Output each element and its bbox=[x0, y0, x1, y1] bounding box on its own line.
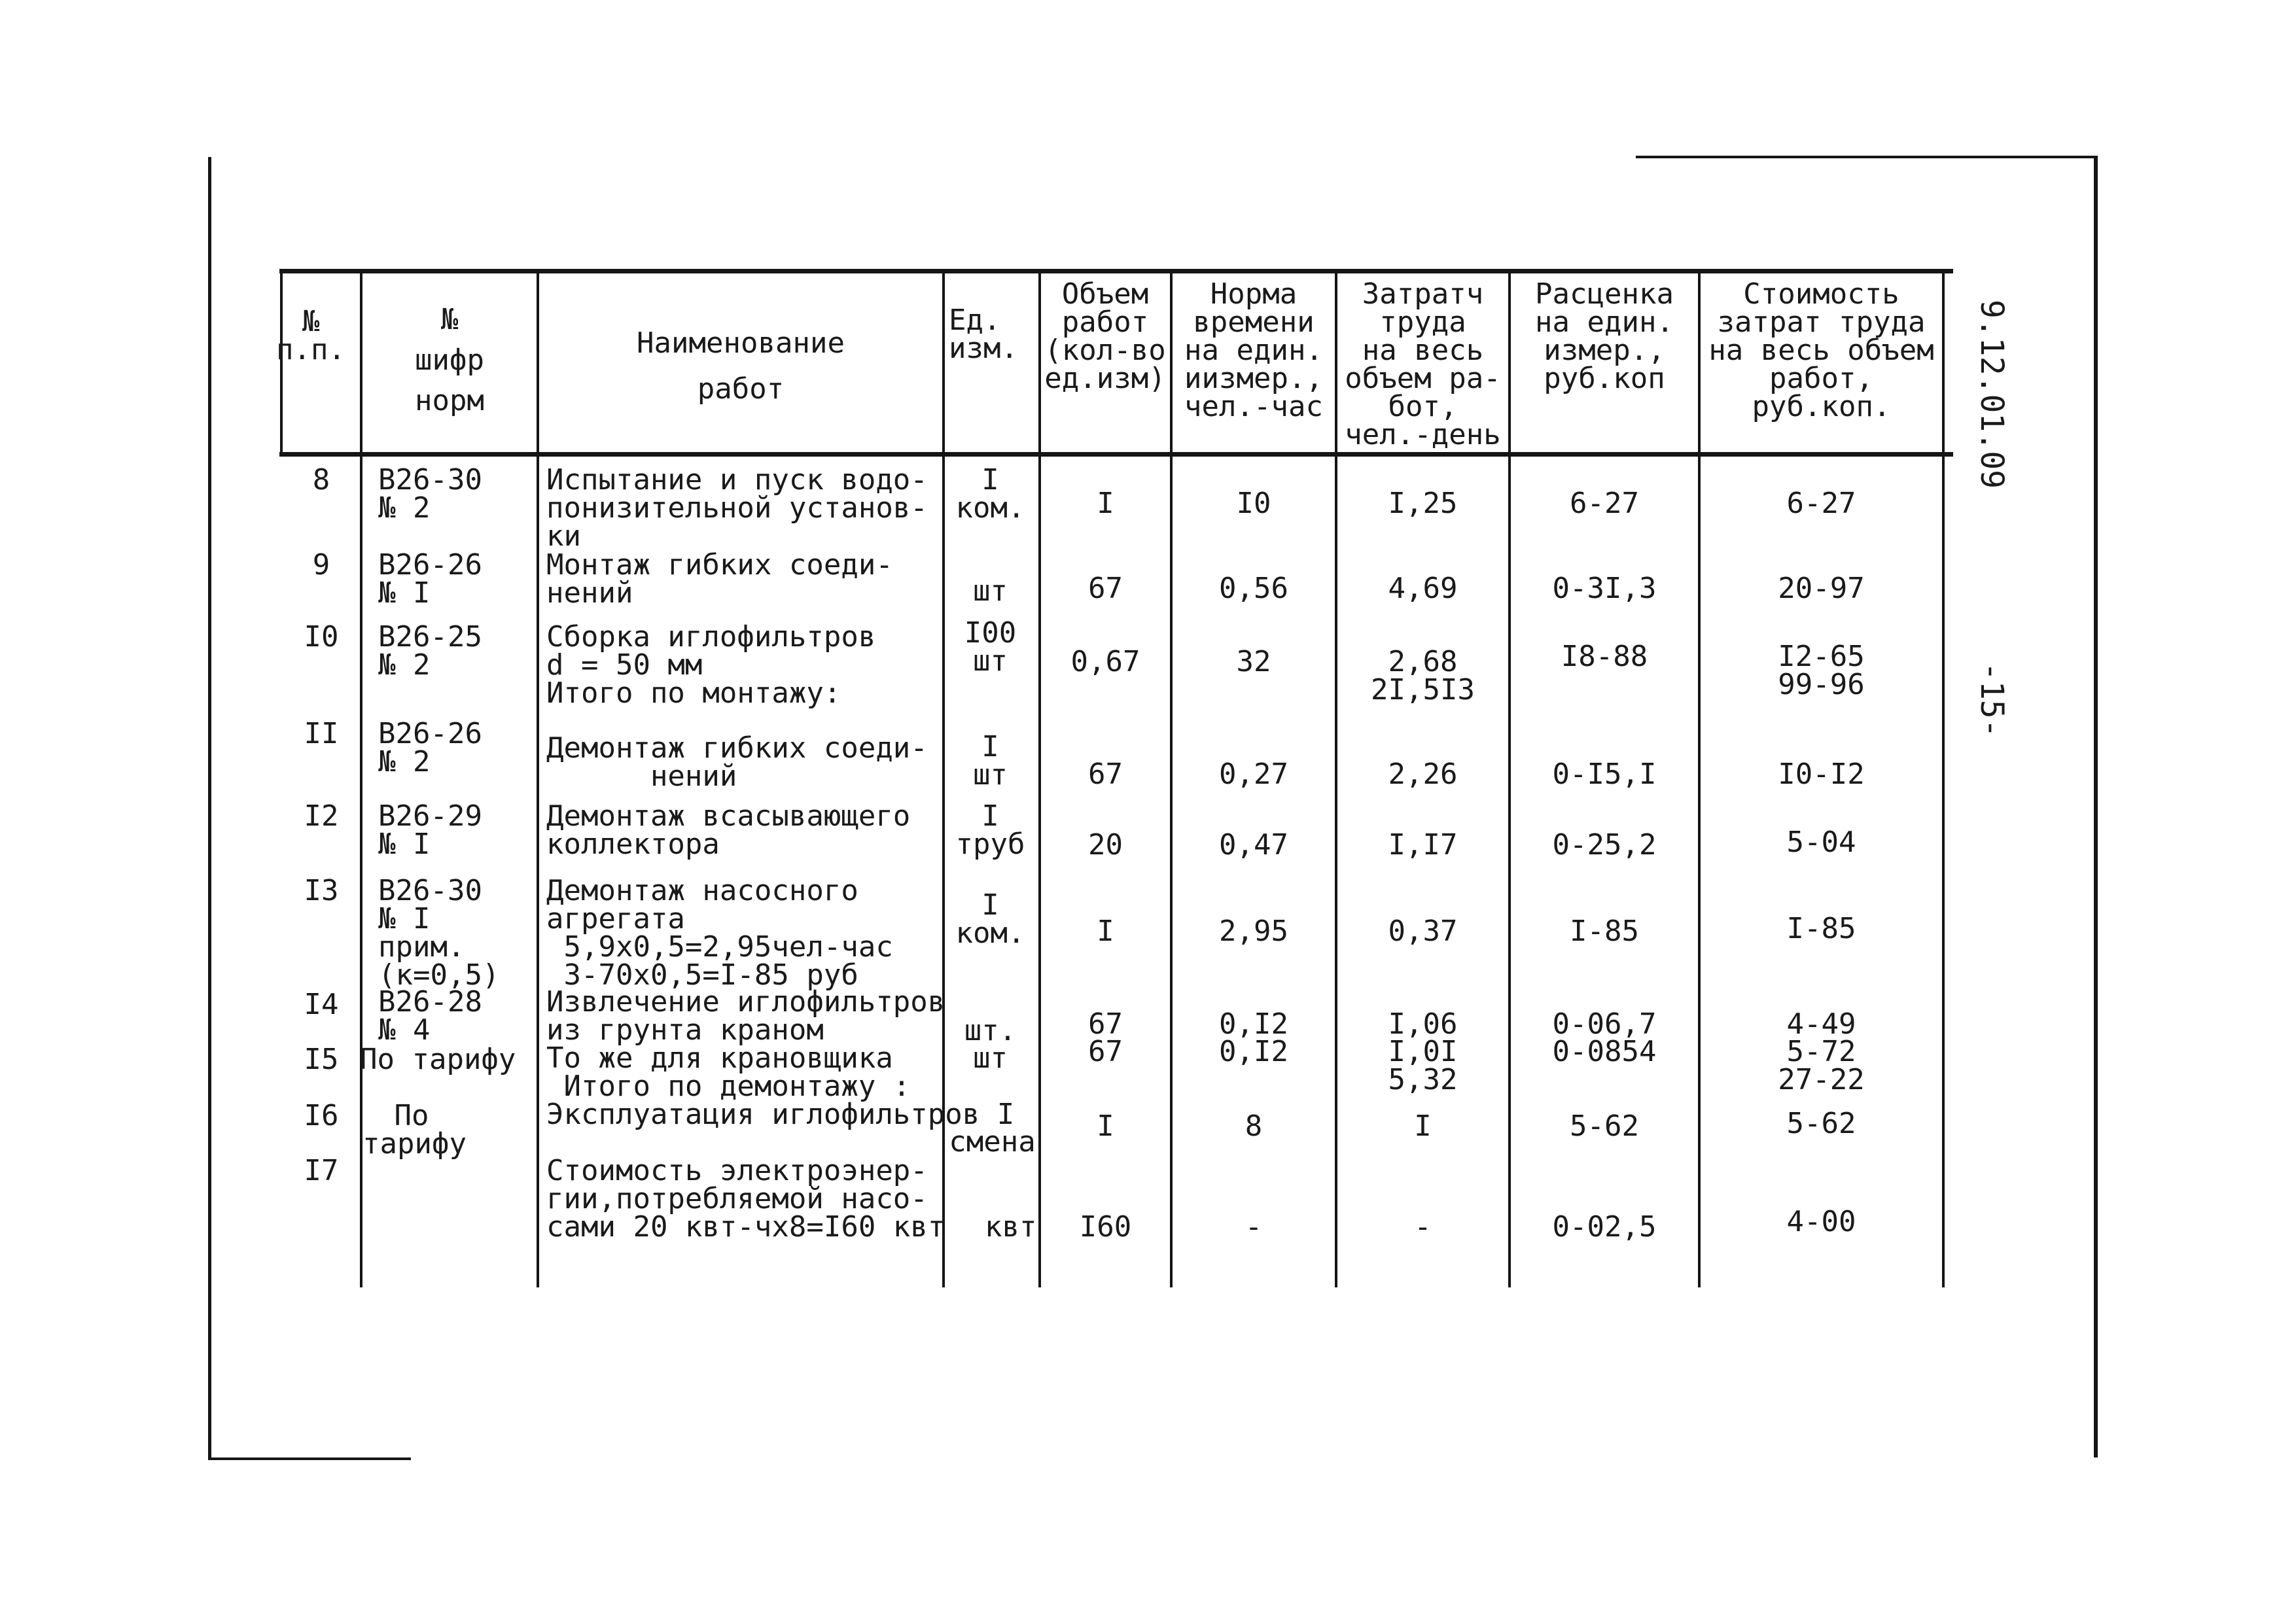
row-8-unit: I ком. bbox=[955, 463, 1025, 525]
row-14-rate: 0-06,7 bbox=[1552, 1007, 1657, 1041]
row-13-name: Демонтаж насосного агрегата 5,9х0,5=2,95чел-час 3-70х0,5=I-85 руб bbox=[546, 874, 893, 992]
row-12-unit: I труб bbox=[955, 799, 1025, 861]
col-rule-9 bbox=[1942, 270, 1945, 1287]
frame-left-line bbox=[208, 157, 211, 1459]
row-16-labor: I bbox=[1414, 1109, 1432, 1143]
row-9-norm: 0,56 bbox=[1219, 572, 1288, 605]
row-12-num: I2 bbox=[304, 799, 339, 833]
row-12-code: В26-29 № I bbox=[378, 799, 482, 861]
row-13-norm: 2,95 bbox=[1219, 915, 1288, 948]
row-10-volume: 0,67 bbox=[1070, 645, 1140, 678]
row-15-norm: 0,I2 bbox=[1219, 1035, 1288, 1068]
row-12-name: Демонтаж всасывающего коллектора bbox=[546, 799, 911, 861]
header-labor: Затратч труда на весь объем ра- бот, чел.-день bbox=[1345, 277, 1501, 451]
row-15-name: То же для крановщика Итого по демонтажу : bbox=[546, 1041, 911, 1103]
header-name: Наименование работ bbox=[637, 326, 845, 406]
row-9-unit: шт bbox=[973, 574, 1008, 608]
row-10-rate: I8-88 bbox=[1561, 640, 1648, 673]
frame-top-line bbox=[1636, 156, 2097, 158]
row-12-norm: 0,47 bbox=[1219, 828, 1288, 862]
row-8-code: В26-30 № 2 bbox=[378, 463, 482, 525]
row-16-code: По тарифу bbox=[362, 1099, 467, 1161]
row-16-volume: I bbox=[1097, 1109, 1114, 1143]
row-9-rate: 0-3I,3 bbox=[1552, 572, 1657, 605]
row-13-num: I3 bbox=[304, 874, 339, 907]
row-8-labor: I,25 bbox=[1388, 487, 1458, 520]
row-11-labor: 2,26 bbox=[1388, 758, 1458, 791]
row-17-name: Стоимость электроэнер- гии,потребляемой насо- сами 20 квт-чх8=I60 квт bbox=[546, 1154, 945, 1244]
row-13-code: В26-30 № I прим. (к=0,5) bbox=[378, 874, 500, 992]
row-11-norm: 0,27 bbox=[1219, 758, 1288, 791]
row-10-num: I0 bbox=[304, 620, 339, 654]
row-10-cost: I2-65 99-96 bbox=[1778, 640, 1865, 701]
row-14-unit: шт. bbox=[964, 1014, 1017, 1047]
row-14-cost: 4-49 bbox=[1786, 1007, 1856, 1041]
header-rate: Расценка на един. измер., руб.коп bbox=[1535, 277, 1674, 395]
header-cost: Стоимость затрат труда на весь объем работ, руб.коп. bbox=[1708, 277, 1934, 423]
row-12-labor: I,I7 bbox=[1388, 828, 1458, 862]
row-10-norm: 32 bbox=[1236, 645, 1271, 678]
row-8-cost: 6-27 bbox=[1786, 487, 1856, 520]
row-10-name: Сборка иглофильтров d = 50 мм Итого по монтажу: bbox=[546, 620, 876, 710]
frame-bottom-line bbox=[208, 1457, 411, 1460]
row-11-name: Демонтаж гибких соеди- нений bbox=[546, 731, 928, 793]
row-10-labor: 2,68 2I,5I3 bbox=[1371, 645, 1475, 707]
row-8-name: Испытание и пуск водо- понизительной установ- ки bbox=[546, 463, 928, 553]
row-9-code: В26-26 № I bbox=[378, 548, 482, 610]
row-12-rate: 0-25,2 bbox=[1552, 828, 1657, 862]
col-rule-2 bbox=[537, 270, 539, 1287]
row-13-labor: 0,37 bbox=[1388, 915, 1458, 948]
row-11-rate: 0-I5,I bbox=[1552, 758, 1657, 791]
row-17-norm: - bbox=[1245, 1210, 1263, 1244]
row-15-labor: I,0I 5,32 bbox=[1388, 1035, 1458, 1096]
row-8-norm: I0 bbox=[1236, 487, 1271, 520]
row-13-rate: I-85 bbox=[1570, 915, 1639, 948]
row-9-volume: 67 bbox=[1088, 572, 1123, 605]
row-17-rate: 0-02,5 bbox=[1552, 1210, 1657, 1244]
table-header-rule bbox=[279, 452, 1953, 457]
row-14-name: Извлечение иглофильтров из грунта краном bbox=[546, 985, 945, 1047]
document-code: 9.12.01.09 bbox=[1973, 300, 2010, 489]
row-9-labor: 4,69 bbox=[1388, 572, 1458, 605]
row-11-num: II bbox=[304, 717, 339, 750]
row-16-unit: смена bbox=[949, 1125, 1036, 1159]
row-13-unit: I ком. bbox=[955, 888, 1025, 950]
row-11-code: В26-26 № 2 bbox=[378, 717, 482, 778]
row-14-code: В26-28 № 4 bbox=[378, 985, 482, 1047]
row-10-code: В26-25 № 2 bbox=[378, 620, 482, 682]
row-13-cost: I-85 bbox=[1786, 912, 1856, 945]
row-8-rate: 6-27 bbox=[1570, 487, 1639, 520]
row-9-cost: 20-97 bbox=[1778, 572, 1865, 605]
row-17-labor: - bbox=[1414, 1210, 1432, 1244]
row-14-volume: 67 bbox=[1088, 1007, 1123, 1041]
row-10-unit: I00 шт bbox=[964, 616, 1017, 678]
row-14-num: I4 bbox=[304, 988, 339, 1021]
row-12-volume: 20 bbox=[1088, 828, 1123, 862]
row-14-norm: 0,I2 bbox=[1219, 1007, 1288, 1041]
row-11-cost: I0-I2 bbox=[1778, 758, 1865, 791]
table-top-rule bbox=[279, 269, 1953, 273]
row-8-volume: I bbox=[1097, 487, 1114, 520]
row-11-unit: I шт bbox=[973, 730, 1008, 792]
row-8-num: 8 bbox=[312, 463, 330, 497]
row-16-norm: 8 bbox=[1245, 1109, 1263, 1143]
row-15-code: По тарифу bbox=[360, 1043, 516, 1076]
header-volume: Объем работ (кол-во ед.изм) bbox=[1044, 277, 1166, 395]
row-15-volume: 67 bbox=[1088, 1035, 1123, 1068]
row-15-unit: шт bbox=[973, 1041, 1008, 1075]
row-9-num: 9 bbox=[312, 548, 330, 582]
row-17-unit: квт bbox=[985, 1210, 1037, 1244]
row-15-cost: 5-72 27-22 bbox=[1778, 1035, 1865, 1096]
row-12-cost: 5-04 bbox=[1786, 826, 1856, 859]
page-number: -15- bbox=[1973, 662, 2010, 738]
row-17-cost: 4-00 bbox=[1786, 1205, 1856, 1238]
row-16-name: Эксплуатация иглофильтров I bbox=[546, 1098, 1015, 1131]
header-norm: Норма времени на един. иизмер., чел.-час bbox=[1184, 277, 1323, 423]
row-16-rate: 5-62 bbox=[1570, 1109, 1639, 1143]
row-16-cost: 5-62 bbox=[1786, 1107, 1856, 1140]
header-code: № шифр норм bbox=[415, 303, 484, 417]
row-9-name: Монтаж гибких соеди- нений bbox=[546, 548, 893, 610]
frame-right-line bbox=[2094, 156, 2098, 1457]
row-11-volume: 67 bbox=[1088, 758, 1123, 791]
row-15-num: I5 bbox=[304, 1043, 339, 1076]
row-13-volume: I bbox=[1097, 915, 1114, 948]
header-unit: Ед. изм. bbox=[949, 304, 1018, 365]
row-16-num: I6 bbox=[304, 1099, 339, 1132]
row-17-volume: I60 bbox=[1079, 1210, 1132, 1244]
row-15-rate: 0-0854 bbox=[1552, 1035, 1657, 1068]
row-14-labor: I,06 bbox=[1388, 1007, 1458, 1041]
header-num: № п.п. bbox=[276, 305, 345, 366]
row-17-num: I7 bbox=[304, 1154, 339, 1187]
